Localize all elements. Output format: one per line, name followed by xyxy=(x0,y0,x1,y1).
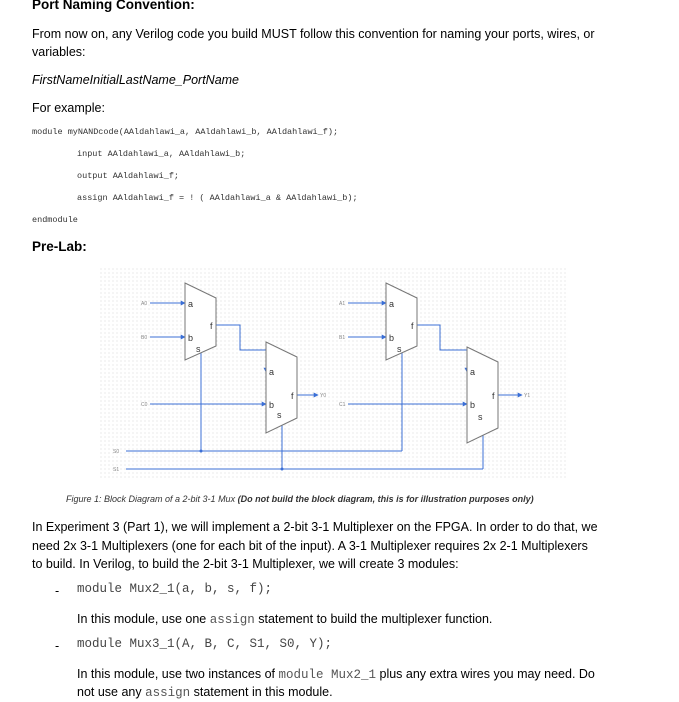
code-line: assign AAldahlawi_f = ! ( AAldahlawi_a & AAldahlawi_b); xyxy=(77,193,358,203)
input-label-b1: B1 xyxy=(339,335,346,341)
bullet-dash: - xyxy=(55,584,60,598)
mux-port-label: f xyxy=(492,391,495,401)
figure-caption xyxy=(66,494,534,504)
mux-port-label: b xyxy=(269,400,275,410)
desc-text: plus any extra wires you may need. Do xyxy=(376,667,595,681)
mux3-1-signature: module Mux3_1(A, B, C, S1, S0, Y); xyxy=(77,637,333,651)
caption-text: Figure 1: Block Diagram of a 2-bit 3-1 Mux xyxy=(66,494,238,504)
desc-code: module Mux2_1 xyxy=(278,668,377,682)
bullet-dash: - xyxy=(55,639,60,653)
desc-text: statement in this module. xyxy=(190,685,333,699)
mux-port-label: a xyxy=(470,367,476,377)
caption-note: (Do not build the block diagram, this is for illustration purposes only) xyxy=(237,494,534,504)
section-heading-prelab: Pre-Lab: xyxy=(32,239,87,254)
experiment-line-1: In Experiment 3 (Part 1), we will implement a 2-bit 3-1 Multiplexer on the FPGA. In order to do that, we xyxy=(32,520,598,534)
mux-port-label: a xyxy=(389,299,395,309)
mux-port-label: f xyxy=(291,391,294,401)
mux-port-label: f xyxy=(411,321,414,331)
desc-text: not use any xyxy=(77,685,146,699)
output-label-y1: Y1 xyxy=(524,393,531,399)
output-label-y0: Y0 xyxy=(320,393,327,399)
desc-code: assign xyxy=(145,686,191,700)
wire-junction xyxy=(281,468,284,471)
intro-line-1: From now on, any Verilog code you build MUST follow this convention for naming your ports, wires, or xyxy=(32,27,595,41)
mux-port-label: s xyxy=(277,410,282,420)
mux-port-label: f xyxy=(210,321,213,331)
input-label-b0: B0 xyxy=(141,335,148,341)
naming-convention: FirstNameInitialLastName_PortName xyxy=(32,73,240,87)
input-label-a1: A1 xyxy=(339,301,346,307)
desc-text: In this module, use one xyxy=(77,612,210,626)
select-label-s0: S0 xyxy=(113,449,120,455)
input-label-c1: C1 xyxy=(339,402,346,408)
mux2-1-description xyxy=(77,610,492,629)
code-line: module myNANDcode(AAldahlawi_a, AAldahlawi_b, AAldahlawi_f); xyxy=(32,127,339,137)
select-label-s1: S1 xyxy=(113,467,120,473)
wire-junction xyxy=(200,450,203,453)
input-label-a0: A0 xyxy=(141,301,148,307)
mux-port-label: b xyxy=(188,333,194,343)
desc-code: assign xyxy=(209,613,255,627)
mux-port-label: a xyxy=(188,299,194,309)
mux-port-label: s xyxy=(196,344,201,354)
experiment-line-3: to build. In Verilog, to build the 2-bit 3-1 Multiplexer, we will create 3 modules: xyxy=(32,557,459,571)
code-line: output AAldahlawi_f; xyxy=(77,171,180,181)
for-example-label: For example: xyxy=(32,101,105,115)
section-heading-port-naming: Port Naming Convention: xyxy=(32,0,195,12)
mux3-1-description-line-2 xyxy=(77,683,333,702)
mux3-1-description-line-1 xyxy=(77,665,595,684)
code-line: input AAldahlawi_a, AAldahlawi_b; xyxy=(77,149,246,159)
desc-text: In this module, use two instances of xyxy=(77,667,279,681)
experiment-line-2: need 2x 3-1 Multiplexers (one for each bit of the input). A 3-1 Multiplexer requires 2x 2-1 Multiplexers xyxy=(32,539,588,553)
intro-line-2: variables: xyxy=(32,45,86,59)
mux-port-label: b xyxy=(470,400,476,410)
input-label-c0: C0 xyxy=(141,402,148,408)
mux-port-label: s xyxy=(397,344,402,354)
mux2-1-block xyxy=(266,342,297,433)
mux2-1-signature: module Mux2_1(a, b, s, f); xyxy=(77,582,273,596)
mux-port-label: a xyxy=(269,367,275,377)
mux-port-label: b xyxy=(389,333,395,343)
code-line: endmodule xyxy=(32,215,78,225)
mux-port-label: s xyxy=(478,412,483,422)
desc-text: statement to build the multiplexer function. xyxy=(254,612,493,626)
